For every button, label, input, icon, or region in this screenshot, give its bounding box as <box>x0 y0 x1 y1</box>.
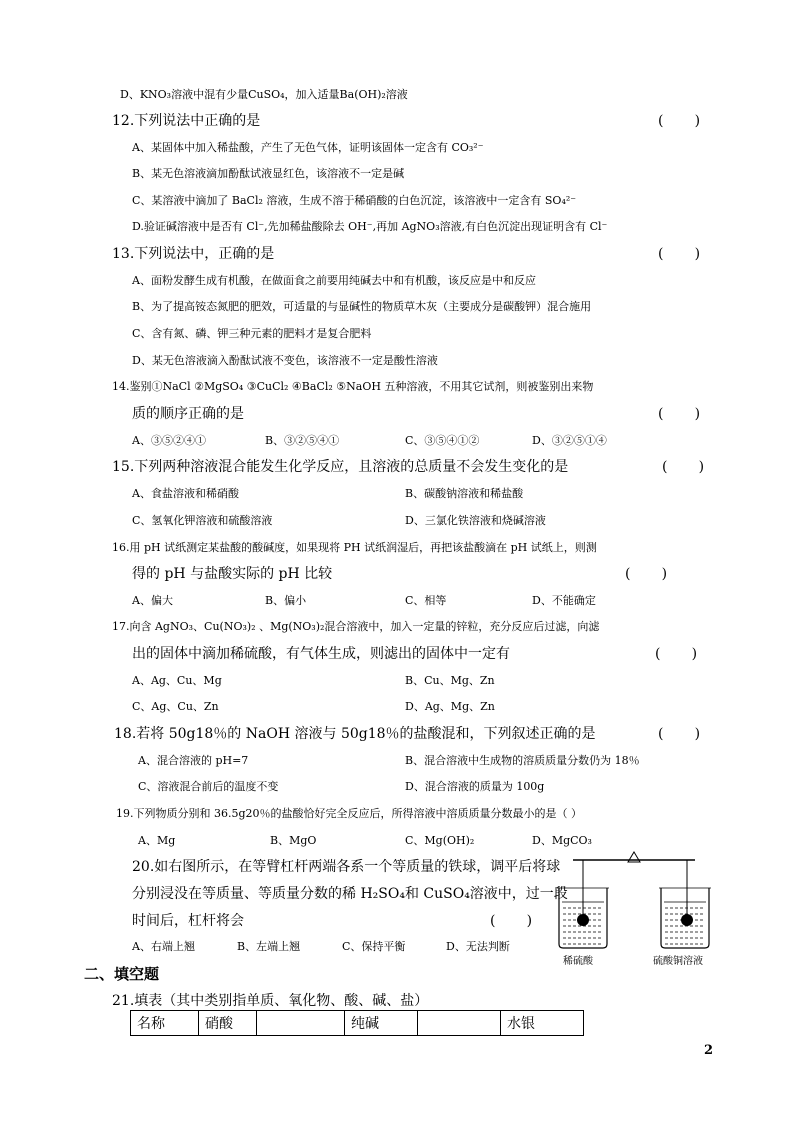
q17-option-c: C、Ag、Cu、Zn <box>132 700 219 713</box>
q11-option-d: D、KNO₃溶液中混有少量CuSO₄，加入适量Ba(OH)₂溶液 <box>120 88 408 101</box>
q13-option-a: A、面粉发酵生成有机酸，在做面食之前要用纯碱去中和有机酸，该反应是中和反应 <box>132 274 536 287</box>
q13-option-c: C、含有氮、磷、钾三种元素的肥料才是复合肥料 <box>132 327 372 340</box>
q16-option-c: C、相等 <box>405 594 447 607</box>
q20-answer-blank: ( ) <box>490 913 533 929</box>
q18-option-c: C、溶液混合前后的温度不变 <box>138 780 279 793</box>
q18-option-a: A、混合溶液的 pH=7 <box>138 754 249 767</box>
q18-stem: 18.若将 50g18％的 NaOH 溶液与 50g18％的盐酸混和，下列叙述正确的是 <box>114 726 596 742</box>
q12-answer-blank: ( ) <box>658 113 701 129</box>
q20-stem: 20.如右图所示，在等臂杠杆两端各系一个等质量的铁球，调平后将球 <box>132 859 561 875</box>
q21-fill-table <box>130 1010 584 1036</box>
q20-option-a: A、右端上翘 <box>132 940 195 953</box>
q16-option-d: D、不能确定 <box>532 594 596 607</box>
table-cell: 水银 <box>501 1011 584 1036</box>
q13-option-d: D、某无色溶液滴入酚酞试液不变色，该溶液不一定是酸性溶液 <box>132 354 438 367</box>
q16-stem-cont: 得的 pH 与盐酸实际的 pH 比较 <box>132 566 333 582</box>
q19-stem: 19.下列物质分别和 36.5g20％的盐酸恰好完全反应后，所得溶液中溶质质量分数最小的是（ ） <box>116 807 583 820</box>
q12-stem: 12.下列说法中正确的是 <box>112 113 261 129</box>
table-cell: 硝酸 <box>199 1011 257 1036</box>
q12-option-d: D.验证碱溶液中是否有 Cl⁻,先加稀盐酸除去 OH⁻,再加 AgNO₃溶液,有白色沉淀出现证明含有 Cl⁻ <box>132 220 608 233</box>
q12-option-a: A、某固体中加入稀盐酸，产生了无色气体，证明该固体一定含有 CO₃²⁻ <box>132 141 484 154</box>
q12-option-c: C、某溶液中滴加了 BaCl₂ 溶液，生成不溶于稀硝酸的白色沉淀，该溶液中一定含有 SO₄²⁻ <box>132 194 577 207</box>
lever-diagram <box>555 848 715 968</box>
table-row <box>131 1011 584 1036</box>
q20-option-b: B、左端上翘 <box>237 940 301 953</box>
q13-answer-blank: ( ) <box>658 246 701 262</box>
q18-answer-blank: ( ) <box>658 726 701 742</box>
q15-stem: 15.下列两种溶液混合能发生化学反应，且溶液的总质量不会发生变化的是 <box>112 459 569 475</box>
q14-answer-blank: ( ) <box>658 406 701 422</box>
q14-option-c: C、③⑤④①② <box>405 434 480 447</box>
q15-option-d: D、三氯化铁溶液和烧碱溶液 <box>405 514 546 527</box>
page-number: 2 <box>703 1043 713 1058</box>
q17-option-d: D、Ag、Mg、Zn <box>405 700 495 713</box>
q16-stem: 16.用 pH 试纸测定某盐酸的酸碱度，如果现将 PH 试纸润湿后，再把该盐酸滴在 pH 试纸上，则测 <box>112 541 597 554</box>
q17-answer-blank: ( ) <box>655 646 698 662</box>
q17-stem-cont: 出的固体中滴加稀硫酸，有气体生成，则滤出的固体中一定有 <box>132 646 510 662</box>
q19-option-b: B、MgO <box>270 834 317 847</box>
lever-diagram-svg <box>555 848 715 968</box>
table-cell: 纯碱 <box>345 1011 418 1036</box>
q18-option-b: B、混合溶液中生成物的溶质质量分数仍为 18％ <box>405 754 640 767</box>
q15-option-c: C、氢氧化钾溶液和硫酸溶液 <box>132 514 273 527</box>
section-heading-fill-in: 二、填空题 <box>84 965 160 983</box>
table-cell: 名称 <box>131 1011 199 1036</box>
q20-option-c: C、保持平衡 <box>342 940 406 953</box>
q13-option-b: B、为了提高铵态氮肥的肥效，可适量的与显碱性的物质草木灰（主要成分是碳酸钾）混合施用 <box>132 300 592 313</box>
q17-stem: 17.向含 AgNO₃、Cu(NO₃)₂ 、Mg(NO₃)₂混合溶液中，加入一定量的锌粒，充分反应后过滤，向滤 <box>112 620 600 633</box>
q15-answer-blank: ( ) <box>662 459 705 475</box>
q20-option-d: D、无法判断 <box>446 940 510 953</box>
q12-option-b: B、某无色溶液滴加酚酞试液显红色，该溶液不一定是碱 <box>132 167 405 180</box>
q14-option-a: A、③⑤②④① <box>132 434 206 447</box>
q14-option-d: D、③②⑤①④ <box>532 434 607 447</box>
q14-stem: 14.鉴别①NaCl ②MgSO₄ ③CuCl₂ ④BaCl₂ ⑤NaOH 五种溶液，不用其它试剂，则被鉴别出来物 <box>112 380 594 393</box>
q16-answer-blank: ( ) <box>625 566 668 582</box>
q14-stem-cont: 质的顺序正确的是 <box>132 406 244 422</box>
q15-option-b: B、碳酸钠溶液和稀盐酸 <box>405 487 524 500</box>
q17-option-b: B、Cu、Mg、Zn <box>405 674 495 687</box>
q19-option-d: D、MgCO₃ <box>532 834 592 847</box>
q13-stem: 13.下列说法中，正确的是 <box>112 246 275 262</box>
q20-stem-cont: 分别浸没在等质量、等质量分数的稀 H₂SO₄和 CuSO₄溶液中，过一段 <box>132 886 568 902</box>
q18-option-d: D、混合溶液的质量为 100g <box>405 780 545 793</box>
table-cell[interactable] <box>257 1011 345 1036</box>
q19-option-a: A、Mg <box>138 834 176 847</box>
diagram-left-label: 稀硫酸 <box>563 956 593 967</box>
diagram-right-label: 硫酸铜溶液 <box>653 956 703 967</box>
q15-option-a: A、食盐溶液和稀硝酸 <box>132 487 239 500</box>
q17-option-a: A、Ag、Cu、Mg <box>132 674 222 687</box>
q21-stem: 21.填表（其中类别指单质、氧化物、酸、碱、盐） <box>112 993 429 1009</box>
table-cell[interactable] <box>418 1011 501 1036</box>
q16-option-b: B、偏小 <box>265 594 307 607</box>
q20-stem-cont2: 时间后，杠杆将会 <box>132 913 244 929</box>
q16-option-a: A、偏大 <box>132 594 173 607</box>
q19-option-c: C、Mg(OH)₂ <box>405 834 475 847</box>
q14-option-b: B、③②⑤④① <box>265 434 340 447</box>
